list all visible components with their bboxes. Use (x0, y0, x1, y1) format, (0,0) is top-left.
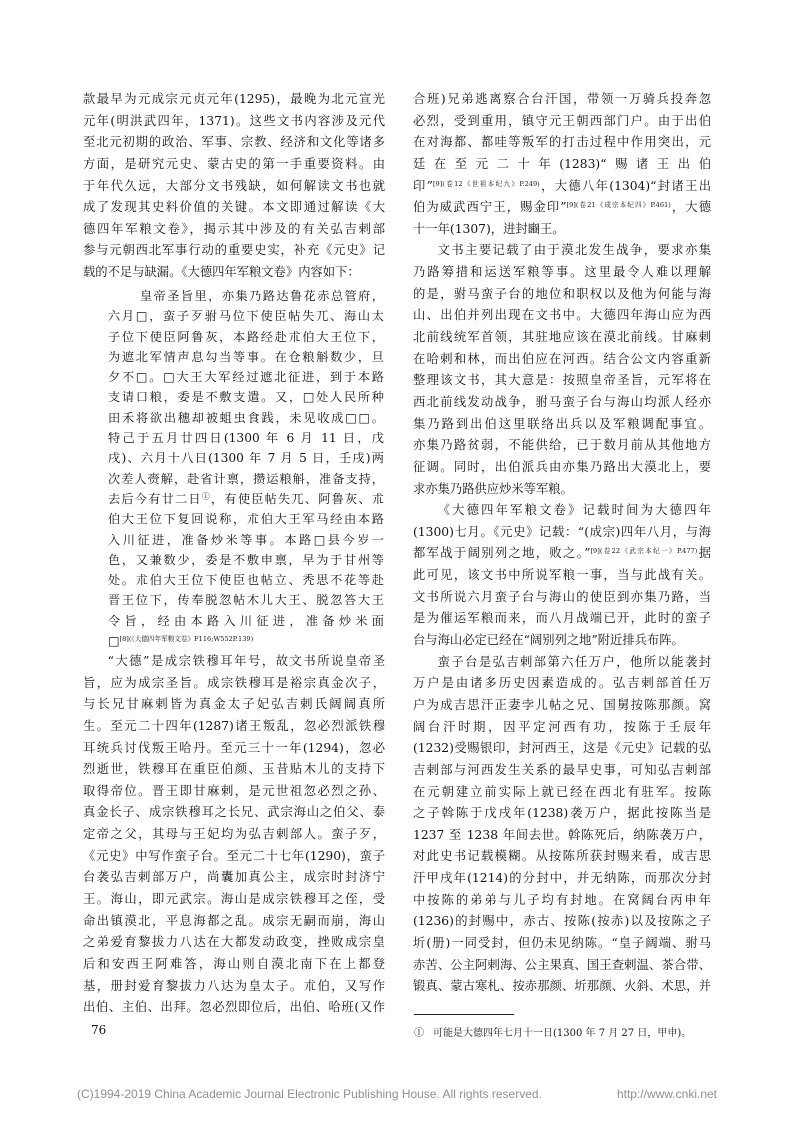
citation: [9](卷12《世祖本纪九》P.249) (432, 179, 540, 188)
text-run: 都军战于阔别列之地，败之。” (413, 546, 591, 561)
paragraph-dade (83, 651, 385, 1019)
text-line: 台与海山必定已经在“阔别列之地”附近排兵布阵。 (413, 633, 684, 648)
text-line (413, 197, 711, 219)
text-run: ，大德八年(1304)“封诸王出 (539, 178, 711, 193)
text-line: 皇帝圣旨里，亦集乃路达鲁花赤总管府， (140, 289, 384, 303)
text-line: 山、出伯并列出现在文书中。大德四年海山应为西 (413, 308, 711, 323)
text-line: 北前线统军首领，其驻地应该在漠北前线。甘麻剌 (413, 330, 711, 345)
text-line: 元年(明洪武四年，1371)。这些文书内容涉及元代 (83, 113, 385, 128)
footnote-divider (414, 1014, 514, 1015)
text-line: 生。至元二十四年(1287)诸王叛乱，忽必烈派铁穆 (83, 718, 385, 733)
text-line: 求亦集乃路供应炒米等军粮。 (413, 481, 573, 496)
publisher-url: http://www.cnki.net (616, 1087, 717, 1101)
text-line: 色，又兼数少，委是不敷申禀，早为于甘州等 (108, 552, 384, 567)
text-line: 参与元朝西北军事行动的重要史实，补充《元史》记 (83, 243, 385, 258)
text-run: 印” (413, 178, 433, 193)
text-line: (1236)的封赐中，赤古、按陈(按赤)以及按陈之子 (413, 914, 711, 929)
page-number: 76 (91, 1023, 107, 1037)
copyright-footer (77, 1086, 717, 1102)
text-run: □ (108, 634, 120, 649)
text-line: 出伯、主伯、出拜。忽必烈即位后，出伯、哈班(又作 (83, 1000, 385, 1015)
right-column (413, 89, 711, 998)
paragraph-dade-continued (413, 89, 711, 240)
footnote (414, 1026, 691, 1042)
text-line: 集乃路到出伯这里联络出兵以及军粮调配事宜。 (413, 416, 711, 431)
text-line: 取得帝位。晋王即甘麻剌，是元世祖忽必烈之孙、 (83, 783, 385, 798)
text-line: 十一年(1307)，进封豳王。 (413, 221, 565, 236)
text-line: 王。海山，即元武宗。海山是成宗铁穆耳之侄，受 (83, 892, 385, 907)
text-line: 中按陈的弟弟与儿子均有封地。在窝阔台丙申年 (413, 892, 711, 907)
citation: [9](卷21《成宗本纪四》P.461) (566, 201, 671, 210)
text-line: 万户是由诸多历史因素造成的。弘吉剌部首任万 (413, 676, 711, 691)
text-line: 烈逝世，铁穆耳在重臣伯颜、玉昔贴木儿的支持下 (83, 762, 385, 777)
text-line: 田禾将欲出穗却被蛆虫食践，未见收成□□。 (108, 410, 384, 425)
text-line: 真金长子、成宗铁穆耳之长兄、武宗海山之伯父、泰 (83, 805, 385, 820)
text-line: 后和安西王阿难答，海山则自漠北南下在上都登 (83, 956, 385, 971)
citation: [8](《大德四年军粮文卷》F116;W552P.139) (119, 635, 254, 644)
text-line: 特己于五月廿四日(1300 年 6 月 11 日，戊 (108, 431, 384, 446)
text-line: 在哈剌和林，而出伯应在河西。结合公文内容重新 (413, 351, 711, 366)
text-line: 此可见，该文书中所说军粮一事，当与此战有关。 (413, 568, 711, 583)
text-line: 整理该文书，其大意是：按照皇帝圣旨，元军将在 (413, 373, 711, 388)
text-line: 伯大王位下复回说称，朮伯大王军马经由本路 (108, 512, 384, 527)
text-run: ，有使臣帖失兀、阿鲁灰、朮 (211, 491, 385, 506)
text-line: 戌)、六月十八日(1300 年 7 月 5 日，壬戌)两 (108, 451, 384, 466)
text-line: 在对海都、都哇等叛军的打击过程中作用突出，元 (413, 135, 711, 150)
text-line: 之弟爱育黎拔力八达在大都发动政变，挫败成宗皇 (83, 935, 385, 950)
text-line: 次差人赍解，赴省计禀，攒运粮斛，准备支持， (108, 471, 384, 486)
text-line: 廷在至元二十年(1283)“赐诸王出伯 (413, 156, 711, 171)
text-line: 方面，是研究元史、蒙古史的第一手重要资料。由 (83, 156, 385, 171)
text-line: 子位下使臣阿鲁灰，本路经赴朮伯大王位下， (108, 329, 384, 344)
text-line: 蛮子台是弘吉剌部第六任万户，他所以能袭封 (437, 654, 711, 669)
text-line: 耳统兵讨伐叛王哈丹。至元三十一年(1294)，忽必 (83, 740, 385, 755)
text-line: 成了发现其史料价值的关键。本文即通过解读《大 (83, 200, 385, 215)
text-line: 在元朝建立前实际上就已经在西北有驻军。按陈 (413, 784, 711, 799)
text-line: “大德”是成宗铁穆耳年号，故文书所说皇帝圣 (107, 654, 385, 668)
text-line: 夕不□。□大王大军经过遮北征进，到于本路 (108, 370, 384, 385)
text-line: 命出镇漠北，平息海都之乱。成宗无嗣而崩，海山 (83, 913, 385, 928)
text-line: (1300)七月。《元史》记载：“(成宗)四年八月，与海 (413, 524, 711, 539)
paragraph-manzitai (413, 652, 711, 998)
text-line: 1237 至 1238 年间去世。斡陈死后，纳陈袭万户， (413, 827, 711, 842)
quoted-document (108, 286, 384, 651)
text-line: 锻真、蒙古寒札、按赤那颜、圻那颜、火斜、术思，并 (413, 979, 711, 994)
text-line (413, 176, 711, 198)
text-line: 户为成吉思汗正妻孛儿帖之兄、国舅按陈那颜。窝 (413, 697, 711, 712)
text-line: 于年代久远，大部分文书残缺，如何解读文书也就 (83, 178, 385, 193)
text-line: 入川征进，准备炒米等事。本路□县今岁一 (108, 532, 384, 547)
text-line: 与长兄甘麻剌皆为真金太子妃弘吉剌氏阔阔真所 (83, 697, 385, 712)
text-line: 赤苦、公主阿剌海、公主果真、国王查剌温、茶合带、 (413, 957, 711, 972)
text-line: 旨，应为成宗圣旨。成宗铁穆耳是裕宗真金次子， (83, 675, 385, 690)
text-line: 对此史书记载模糊。从按陈所获封赐来看，成吉思 (413, 849, 711, 864)
copyright-text: (C)1994-2019 China Academic Journal Electronic Publishing House. All rights reserved. (77, 1087, 542, 1101)
paragraph-intro (83, 89, 385, 284)
citation: [9](卷22《武宗本纪一》P.477) (590, 547, 698, 556)
footnote-text: 可能是大德四年七月十一日(1300 年 7 月 27 日，甲申)。 (433, 1028, 692, 1039)
text-run: 伯为威武西宁王，赐金印” (413, 200, 567, 215)
paragraph-document-summary (413, 240, 711, 500)
text-line (108, 489, 384, 509)
text-line: 合班)兄弟逃离察合台汗国，带领一万骑兵投奔忽 (413, 92, 711, 106)
footnote-marker: ① (414, 1028, 424, 1039)
text-line: 款最早为元成宗元贞元年(1295)，最晚为北元宣光 (83, 92, 385, 106)
text-line (413, 543, 711, 565)
text-line: 吉剌部与河西发生关系的最早史事，可知弘吉剌部 (413, 762, 711, 777)
text-line: 文书所说六月蛮子台与海山的使臣到亦集乃路，当 (413, 589, 711, 604)
text-line: 定帝之父，其母与王妃均为弘吉剌部人。蛮子歹， (83, 827, 385, 842)
text-line: 汗甲戌年(1214)的分封中，并无纳陈，而那次分封 (413, 871, 711, 886)
text-line: 令旨，经由本路入川征进，准备炒米面 (108, 613, 384, 628)
text-line: 处。朮伯大王位下使臣也帖立、秃思不花等赴 (108, 573, 384, 588)
text-line: 《元史》中写作蛮子台。至元二十七年(1290)，蛮子 (83, 848, 385, 863)
text-line: 西北前线发动战争，驸马蛮子台与海山均派人经亦 (413, 394, 711, 409)
text-line (108, 631, 384, 651)
text-line: 亦集乃路贫弱，不能供给，已于数月前从其他地方 (413, 438, 711, 453)
text-line: 之子斡陈于戊戌年(1238)袭万户，据此按陈当是 (413, 806, 711, 821)
paragraph-dating (413, 500, 711, 651)
text-line: 基，册封爱育黎拔力八达为皇太子。朮伯，又写作 (83, 978, 385, 993)
text-line: 晋王位下，传奉脱忽帖木儿大王、脱忽答大王 (108, 593, 384, 608)
text-line: 至北元初期的政治、军事、宗教、经济和文化等诸多 (83, 135, 385, 150)
text-line: 载的不足与缺漏。《大德四年军粮文卷》内容如下： (83, 265, 360, 280)
text-line: 征调。同时，出伯派兵由亦集乃路出大漠北上，要 (413, 459, 711, 474)
text-line: 《大德四年军粮文卷》记载时间为大德四年 (437, 503, 711, 518)
text-line: 是为催运军粮而来，而八月战端已开，此时的蛮子 (413, 611, 711, 626)
text-line: 阔台汗时期，因平定河西有功，按陈于壬辰年 (413, 719, 711, 734)
text-line: 必烈，受到重用，镇守元王朝西部门户。由于出伯 (413, 113, 711, 128)
text-run: ，大德 (670, 200, 711, 215)
text-line: 德四年军粮文卷》，揭示其中涉及的有关弘吉剌部 (83, 221, 385, 236)
text-line: 台袭弘吉剌部万户，尚囊加真公主，成宗时封济宁 (83, 870, 385, 885)
text-line: 文书主要记载了由于漠北发生战争，要求亦集 (437, 243, 711, 258)
text-line: 为遮北军情声息勾当等事。在仓粮斛数少，旦 (108, 349, 384, 364)
text-line: (1232)受赐银印，封河西王，这是《元史》记载的弘 (413, 741, 711, 756)
text-line: 支请口粮，委是不敷支遣。又，□处人民所种 (108, 390, 384, 405)
text-line: 乃路筹措和运送军粮等事。这里最令人难以理解 (413, 265, 711, 280)
text-run: 去后今有廿二日 (108, 491, 202, 506)
text-line: 圻(册)一同受封，但仍未见纳陈。“皇子阔端、驸马 (413, 935, 711, 950)
footnote-marker: ① (201, 491, 212, 501)
text-line: 六月□，蛮子歹驸马位下使臣帖失兀、海山太 (108, 309, 384, 324)
text-run: 据 (697, 546, 711, 561)
text-line: 的是，驸马蛮子台的地位和职权以及他为何能与海 (413, 286, 711, 301)
